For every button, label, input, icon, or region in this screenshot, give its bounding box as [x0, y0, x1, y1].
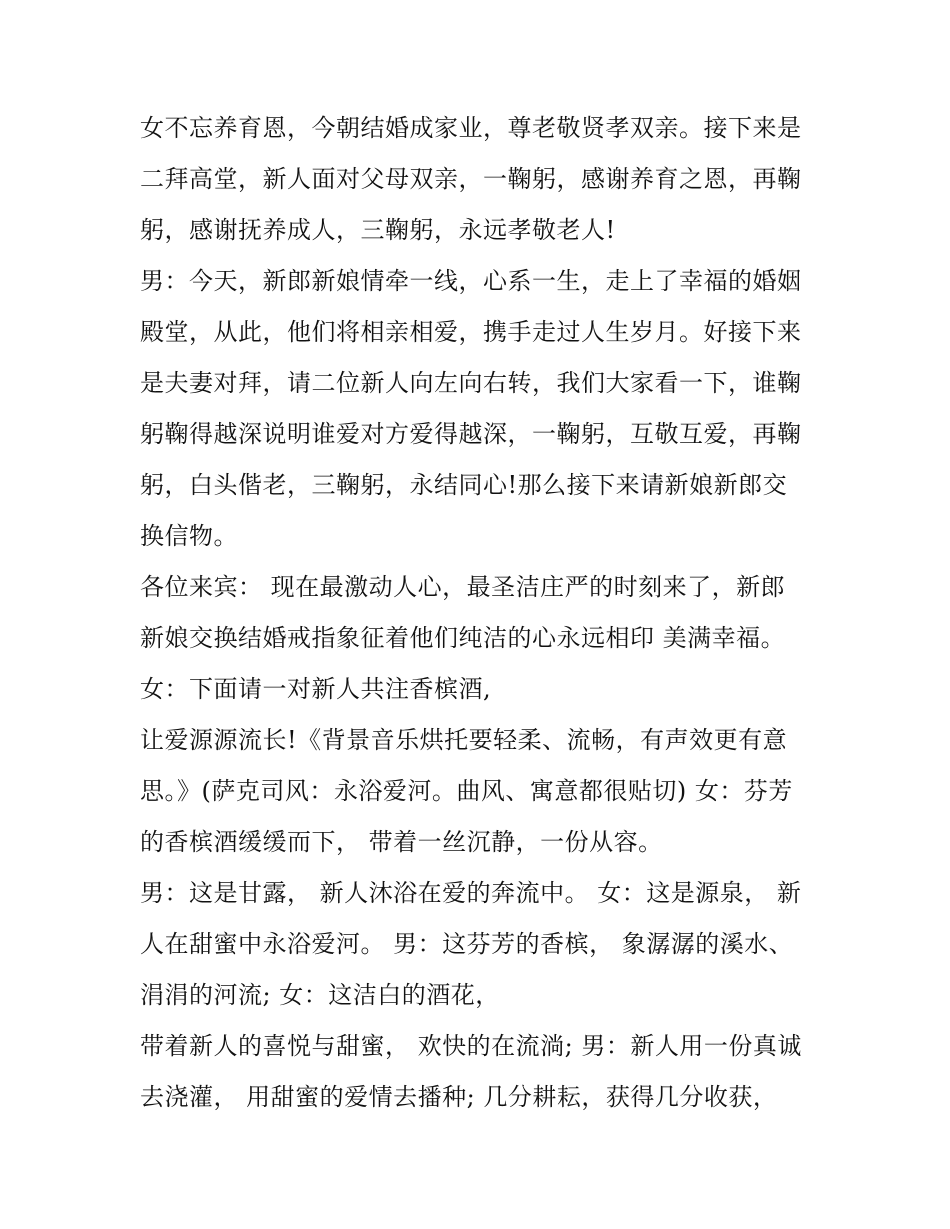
text-line: 殿堂，从此，他们将相亲相爱，携手走过人生岁月。好接下来: [140, 318, 802, 346]
text-line: 躬，白头偕老，三鞠躬，永结同心!那么接下来请新娘新郎交: [140, 471, 788, 499]
text-line: 二拜高堂，新人面对父母双亲，一鞠躬，感谢养育之恩，再鞠: [140, 165, 802, 193]
text-line: 是夫妻对拜，请二位新人向左向右转，我们大家看一下，谁鞠: [140, 369, 802, 397]
text-line: 让爱源源流长!《背景音乐烘托要轻柔、流畅，有声效更有意: [140, 726, 788, 754]
text-line: 人在甜蜜中永浴爱河。 男：这芬芳的香槟， 象潺潺的溪水、: [140, 930, 794, 958]
body-text: [140, 103, 830, 1123]
text-line: 新娘交换结婚戒指象征着他们纯洁的心永远相印 美满幸福。: [140, 624, 786, 652]
text-line: 的香槟酒缓缓而下， 带着一丝沉静，一份从容。: [140, 828, 663, 856]
text-line: 换信物。: [140, 522, 238, 550]
text-line: 女不忘养育恩，今朝结婚成家业，尊老敬贤孝双亲。接下来是: [140, 114, 802, 142]
text-line: 男：这是甘露， 新人沐浴在爱的奔流中。 女：这是源泉， 新: [140, 879, 802, 907]
text-line: 思。》(萨克司风：永浴爱河。曲风、寓意都很贴切) 女：芬芳: [140, 777, 793, 805]
text-line: 带着新人的喜悦与甜蜜， 欢快的在流淌; 男：新人用一份真诚: [140, 1032, 802, 1060]
text-line: 躬，感谢抚养成人，三鞠躬，永远孝敬老人!: [140, 216, 616, 244]
text-line: 涓涓的河流; 女：这洁白的酒花，: [140, 981, 500, 1009]
text-line: 男：今天，新郎新娘情牵一线，心系一生，走上了幸福的婚姻: [140, 267, 802, 295]
text-line: 女：下面请一对新人共注香槟酒,: [140, 675, 492, 703]
text-line: 躬鞠得越深说明谁爱对方爱得越深，一鞠躬，互敬互爱，再鞠: [140, 420, 802, 448]
text-line: 去浇灌， 用甜蜜的爱情去播种; 几分耕耘，获得几分收获，: [140, 1083, 778, 1111]
text-line: 各位来宾： 现在最激动人心，最圣洁庄严的时刻来了，新郎: [140, 573, 786, 601]
